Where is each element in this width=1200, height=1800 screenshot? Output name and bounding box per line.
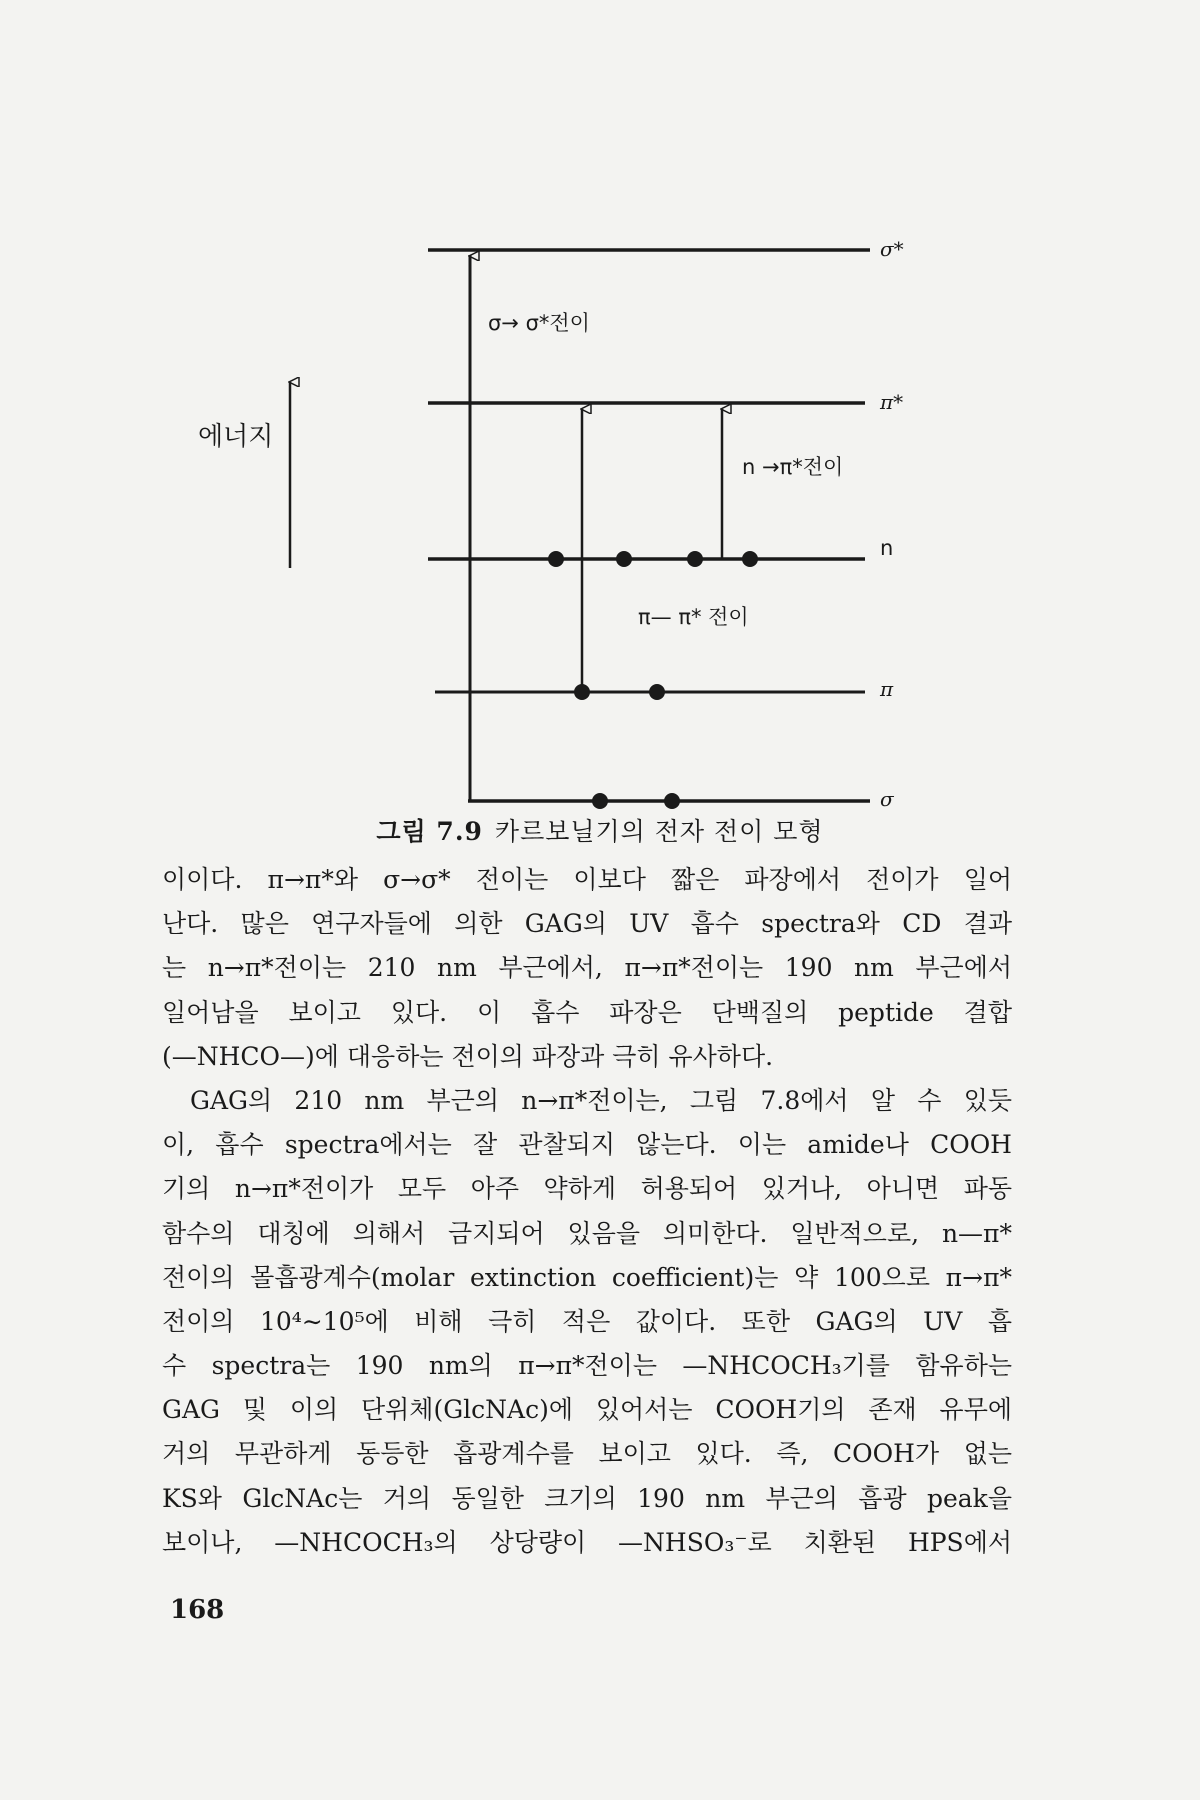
body-line: 는 n→π*전이는 210 nm 부근에서, π→π*전이는 190 nm 부근에서	[162, 953, 1012, 983]
body-text	[162, 858, 1012, 1565]
level-n-label: n	[880, 536, 894, 560]
level-pi-label: π	[880, 677, 894, 701]
body-line: 함수의 대칭에 의해서 금지되어 있음을 의미한다. 일반적으로, n—π*	[162, 1218, 1012, 1248]
level-sigma-label: σ	[880, 787, 894, 811]
level-sigma-star-label: σ*	[880, 237, 904, 261]
electron-pi-2	[649, 684, 665, 700]
electron-pi-1	[574, 684, 590, 700]
body-line: KS와 GlcNAc는 거의 동일한 크기의 190 nm 부근의 흡광 peak을	[162, 1483, 1012, 1513]
body-line: 이, 흡수 spectra에서는 잘 관찰되지 않는다. 이는 amide나 COOH	[162, 1130, 1012, 1160]
body-line: 이이다. π→π*와 σ→σ* 전이는 이보다 짧은 파장에서 전이가 일어	[162, 865, 1012, 894]
page-number: 168	[170, 1595, 225, 1625]
electron-n-2	[616, 551, 632, 567]
figure-caption	[0, 812, 1200, 848]
electron-n-4	[742, 551, 758, 567]
level-pi-star-label: π*	[880, 390, 904, 414]
body-line: 전이의 몰흡광계수(molar extinction coefficient)는 약 100으로 π→π*	[162, 1262, 1012, 1292]
body-line: GAG 및 이의 단위체(GlcNAc)에 있어서는 COOH기의 존재 유무에	[162, 1395, 1012, 1425]
electron-transition-diagram	[0, 0, 1200, 820]
electron-sigma-2	[664, 793, 680, 809]
body-line: 전이의 10⁴∼10⁵에 비해 극히 적은 값이다. 또한 GAG의 UV 흡	[162, 1306, 1012, 1336]
electron-sigma-1	[592, 793, 608, 809]
energy-axis-label: 에너지	[198, 422, 274, 452]
body-line: 거의 무관하게 동등한 흡광계수를 보이고 있다. 즉, COOH가 없는	[162, 1439, 1012, 1469]
body-line: 일어남을 보이고 있다. 이 흡수 파장은 단백질의 peptide 결합	[162, 997, 1012, 1027]
body-line: GAG의 210 nm 부근의 n→π*전이는, 그림 7.8에서 알 수 있듯	[190, 1085, 1012, 1115]
figure-caption-number: 그림 7.9	[376, 817, 483, 846]
pi-pi-star-label: π— π* 전이	[638, 605, 749, 629]
body-line: 난다. 많은 연구자들에 의한 GAG의 UV 흡수 spectra와 CD 결과	[162, 909, 1012, 939]
sigma-sigma-star-label: σ→ σ*전이	[488, 311, 590, 335]
figure-caption-text: 카르보닐기의 전자 전이 모형	[494, 817, 824, 846]
body-line: 수 spectra는 190 nm의 π→π*전이는 —NHCOCH₃기를 함유하는	[162, 1351, 1012, 1381]
body-line: 보이나, —NHCOCH₃의 상당량이 —NHSO₃⁻로 치환된 HPS에서	[162, 1527, 1012, 1557]
n-pi-star-label: n →π*전이	[742, 455, 844, 479]
electron-n-3	[687, 551, 703, 567]
body-line: 기의 n→π*전이가 모두 아주 약하게 허용되어 있거나, 아니면 파동	[162, 1174, 1012, 1204]
body-line: (—NHCO—)에 대응하는 전이의 파장과 극히 유사하다.	[162, 1041, 774, 1071]
electron-n-1	[548, 551, 564, 567]
